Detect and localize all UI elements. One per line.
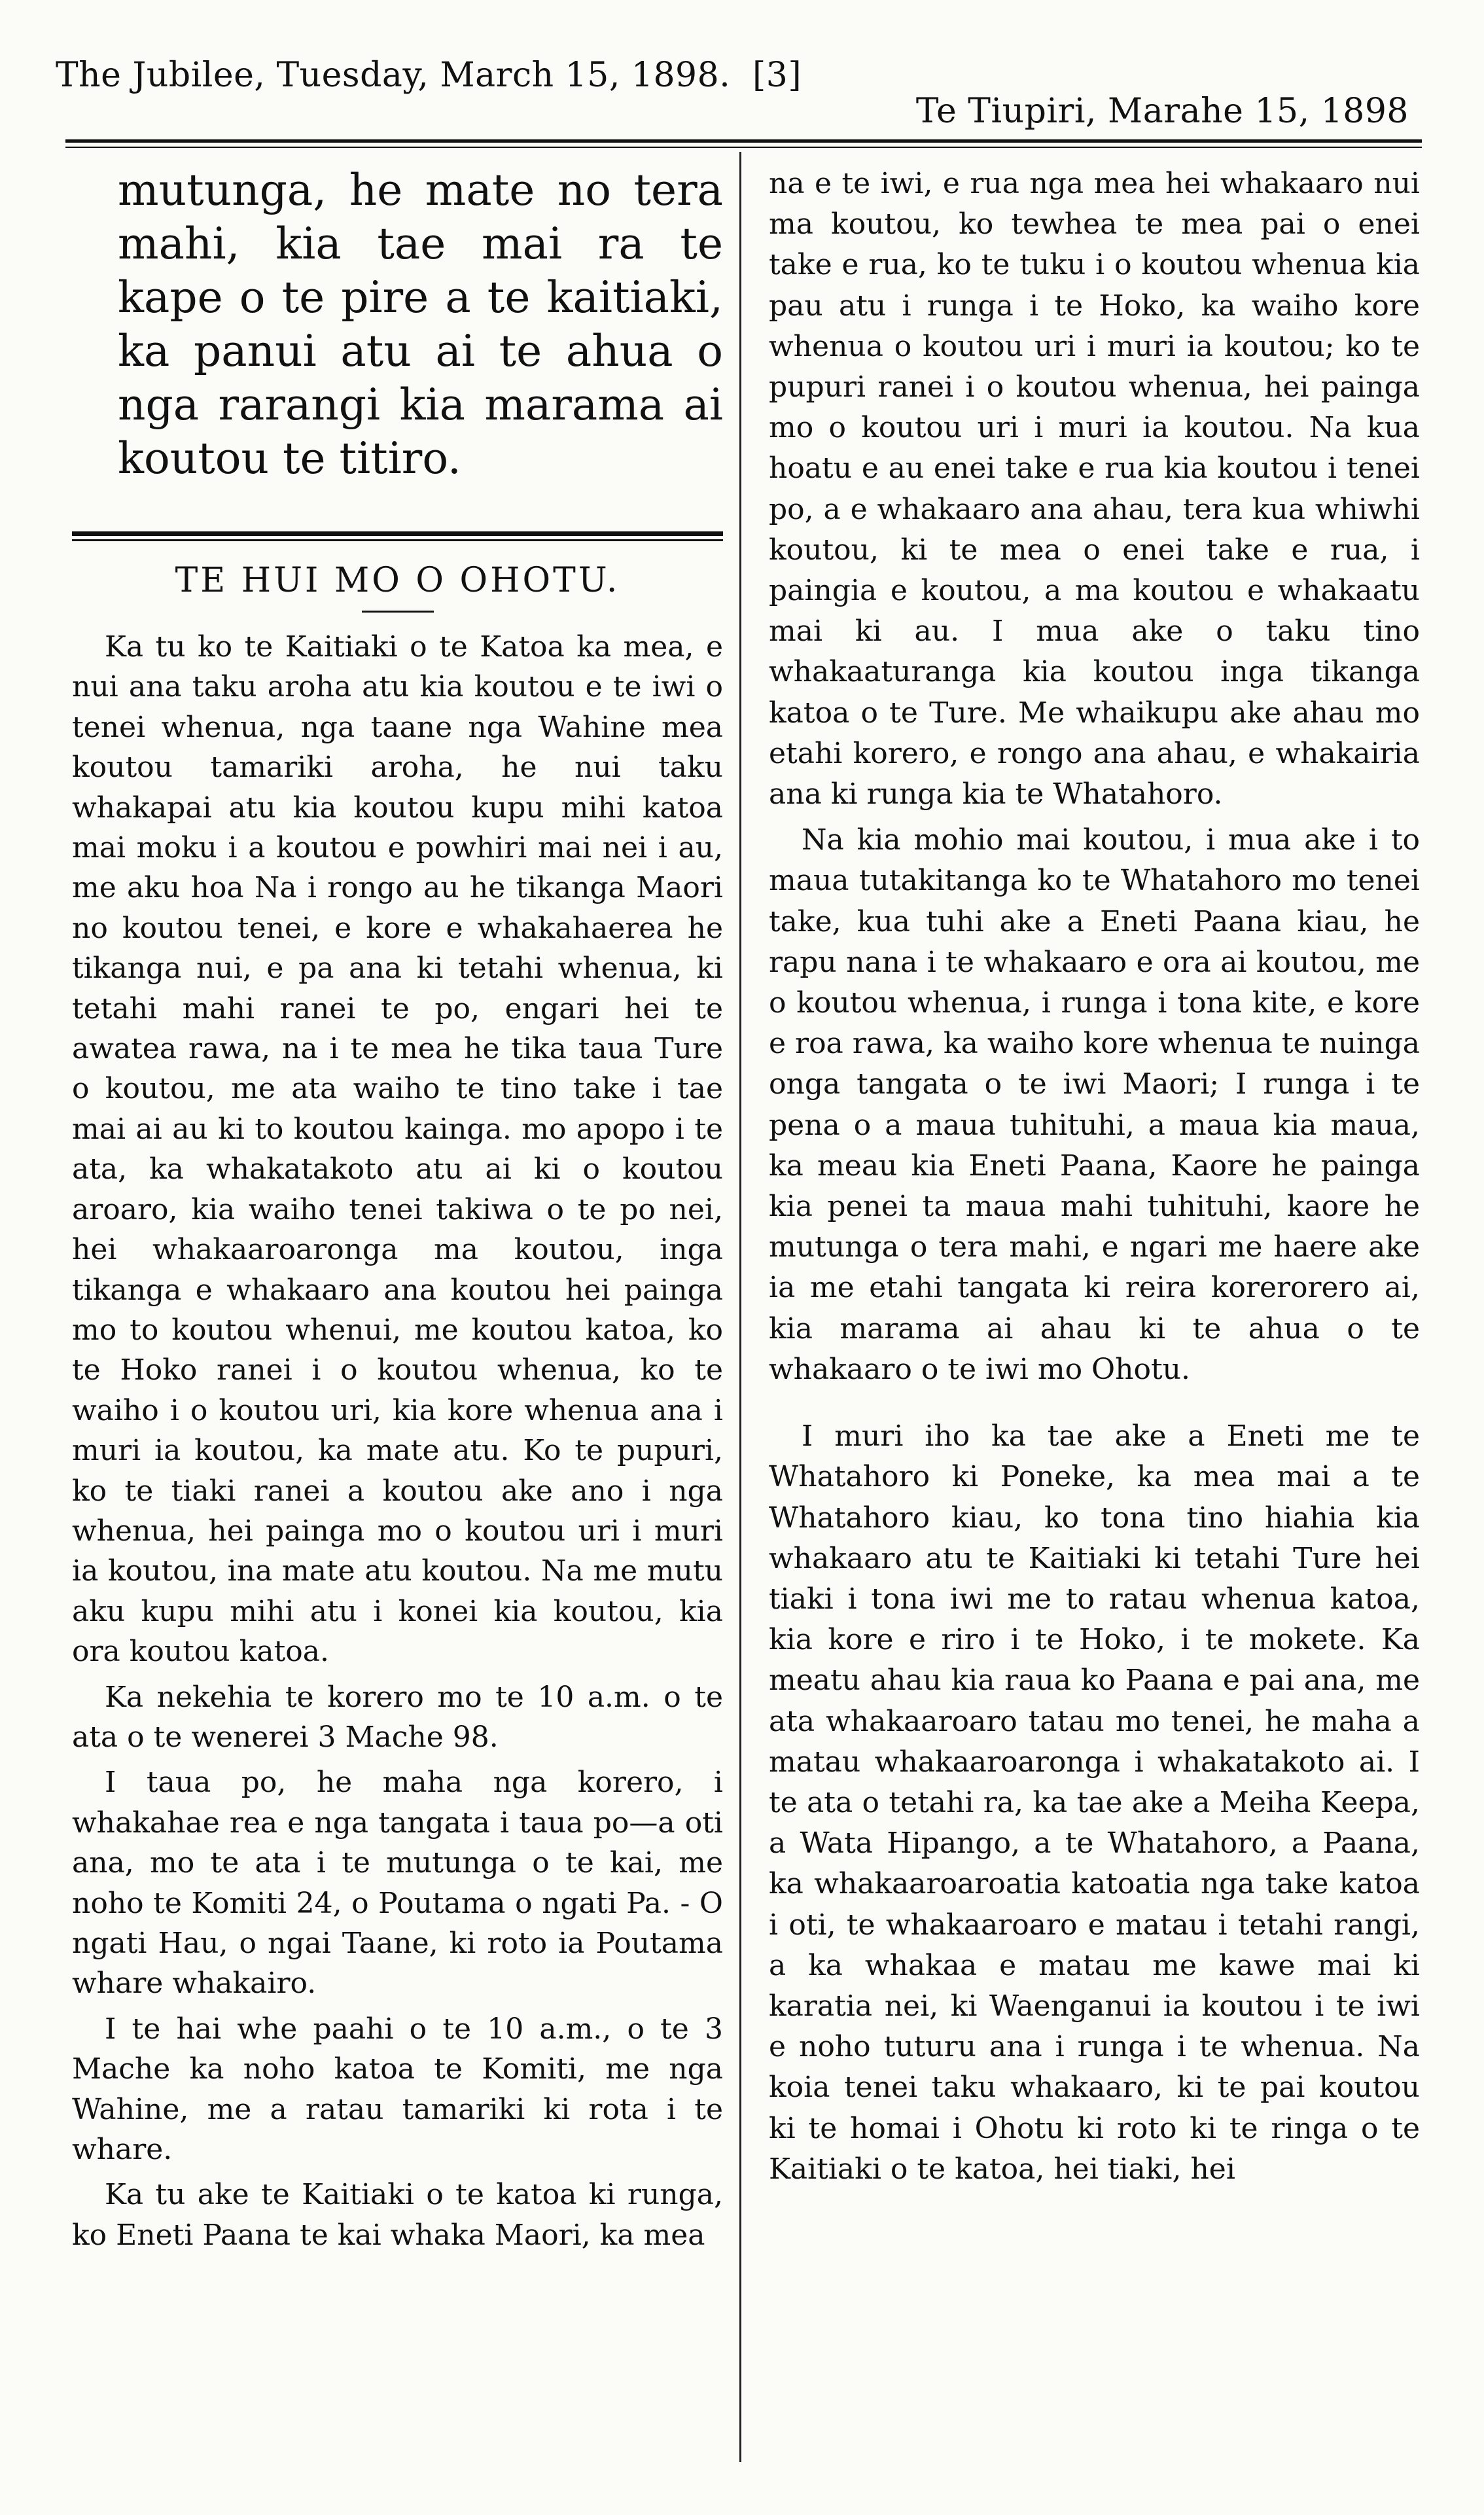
lead-paragraph: mutunga, he mate no tera mahi, kia tae mai ra te kape o te pire a te kaitiaki, ka panui atu ai te ahua o nga rarangi kia marama ai koutou te titiro. (118, 165, 723, 484)
title-underline (362, 611, 434, 613)
left-column (72, 164, 723, 2255)
paragraph: Ka tu ko te Kaitiaki o te Katoa ka mea, e nui ana taku aroha atu kia koutou e te iwi o tenei whenua, nga taane nga Wahine mea koutou tamariki aroha, he nui taku whakapai atu kia koutou kupu mihi katoa mai moku i a koutou e powhiri mai nei i au, me aku hoa Na i rongo au he tikanga Maori no koutou tenei, e kore e whakahaerea he tikanga nui, e pa ana ki tetahi whenua, ki tetahi mahi ranei te po, engari hei te awatea rawa, na i te mea he tika taua Ture o koutou, me ata waiho te tino take i tae mai ai au ki to koutou kainga. mo apopo i te ata, ka whakatakoto atu ai ki o koutou aroaro, kia waiho tenei takiwa o te po nei, hei whakaaroaronga ma koutou, inga tikanga e whakaaro ana koutou hei painga mo to koutou whenui, me koutou katoa, ko te Hoko ranei i o koutou whenua, ko te waiho i o koutou uri, kia kore whenua ana i muri ia koutou, ka mate atu. Ko te pupuri, ko te tiaki ranei a koutou ake ano i nga whenua, hei painga mo o koutou uri i muri ia koutou, ina mate atu koutou. Na me mutu aku kupu mihi atu i konei kia koutou, kia ora koutou katoa. (72, 630, 723, 1669)
header-left-title: The Jubilee, Tuesday, March 15, 1898. (56, 56, 731, 95)
header-rule (65, 139, 1422, 143)
paragraph: Ka nekehia te korero mo te 10 a.m. o te ata o te wenerei 3 Mache 98. (72, 1680, 723, 1754)
header-rule-thin (65, 147, 1422, 148)
section-rule-thin (72, 539, 723, 541)
paragraph: I te hai whe paahi o te 10 a.m., o te 3 Mache ka noho katoa te Komiti, me nga Wahine, me a ratau tamariki ki rota i te whare. (72, 2012, 723, 2167)
paragraph: na e te iwi, e rua nga mea hei whakaaro nui ma koutou, ko tewhea te mea pai o enei take e rua, ko te tuku i o koutou whenua kia pau atu i runga i te Hoko, ka waiho kore whenua o koutou uri i muri ia koutou; ko te pupuri ranei i o koutou whenua, hei painga mo o koutou uri i muri ia koutou. Na kua hoatu e au enei take e rua kia koutou i tenei po, a e whakaaro ana ahau, tera kua whiwhi koutou, ki te mea o enei take e rua, i paingia e koutou, a ma koutou e whakaatu mai ki au. I mua ake o taku tino whakaaturanga kia koutou inga tikanga katoa o te Ture. Me whaikupu ake ahau mo etahi korero, e rongo ana ahau, e whakairia ana ki runga kia te Whatahoro. (769, 167, 1420, 812)
page-number: [3] (752, 56, 802, 95)
right-column (769, 164, 1420, 2190)
section-title: TE HUI MO O OHOTU. (175, 561, 620, 600)
paragraph: Na kia mohio mai koutou, i mua ake i to maua tutakitanga ko te Whatahoro mo tenei take, kua tuhi ake a Eneti Paana kiau, he rapu nana i te whakaaro e ora ai koutou, me o koutou whenua, i runga i tona kite, e kore e roa rawa, ka waiho kore whenua te nuinga onga tangata o te iwi Maori; I runga i te pena o a maua tuhituhi, a maua kia maua, ka meau kia Eneti Paana, Kaore he painga kia penei ta maua mahi tuhituhi, kaore he mutunga o tera mahi, e ngari me haere ake ia me etahi tangata ki reira korerorero ai, kia marama ai ahau ki te ahua o te whakaaro o te iwi mo Ohotu. (769, 823, 1420, 1386)
section-rule (72, 531, 723, 536)
paragraph: Ka tu ake te Kaitiaki o te katoa ki runga, ko Eneti Paana te kai whaka Maori, ka mea (72, 2178, 723, 2252)
header-right-title: Te Tiupiri, Marahe 15, 1898 (915, 92, 1409, 131)
column-divider (739, 152, 741, 2462)
paragraph: I taua po, he maha nga korero, i whakahae rea e nga tangata i taua po—a oti ana, mo te ata i te mutunga o te kai, me noho te Komiti 24, o Poutama o ngati Pa. - O ngati Hau, o ngai Taane, ki roto ia Poutama whare whakairo. (72, 1766, 723, 2001)
paragraph: I muri iho ka tae ake a Eneti me te Whatahoro ki Poneke, ka mea mai a te Whatahoro kiau, ko tona tino hiahia kia whakaaro atu te Kaitiaki ki tetahi Ture hei tiaki i tona iwi me to ratau whenua katoa, kia kore e riro i te Hoko, i te mokete. Ka meatu ahau kia raua ko Paana e pai ana, me ata whakaaroaro tatau mo tenei, he maha a matau whakaaroaronga i whakatakoto ai. I te ata o tetahi ra, ka tae ake a Meiha Keepa, a Wata Hipango, a te Whatahoro, a Paana, ka whakaaroaroatia katoatia nga take katoa i oti, te whakaaroaro e matau i tetahi rangi, a ka whakaa e matau me kawe mai ki karatia nei, ki Waenganui ia koutou i te iwi e noho tuturu ana i runga i te whenua. Na koia tenei taku whakaaro, ki te pai koutou ki te homai i Ohotu ki roto ki te ringa o te Kaitiaki o te katoa, hei tiaki, hei (769, 1419, 1420, 2186)
